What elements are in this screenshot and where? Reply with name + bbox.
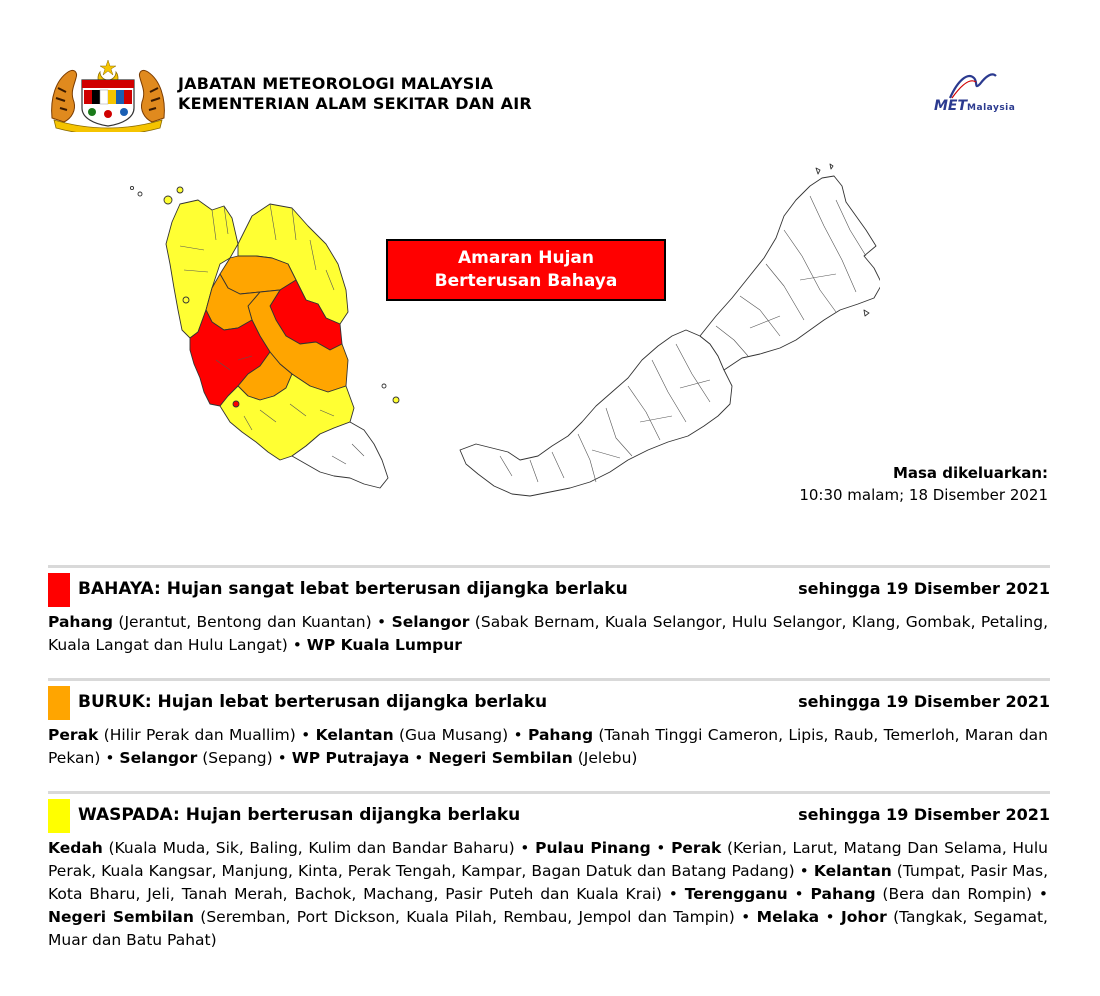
state-name: Terengganu	[684, 885, 788, 903]
met-swoosh-icon	[934, 68, 1046, 102]
state-name: WP Putrajaya	[291, 749, 410, 767]
region-sarawak	[460, 330, 732, 496]
section-buruk	[48, 678, 1050, 770]
met-malaysia-logo	[934, 68, 1046, 118]
waspada-color-swatch	[48, 799, 70, 833]
separator-bullet: •	[734, 908, 757, 926]
warning-title-line-2: Berterusan Bahaya	[434, 271, 618, 291]
separator-bullet: •	[787, 885, 811, 903]
state-name: Negeri Sembilan	[428, 749, 573, 767]
separator-bullet: •	[794, 862, 814, 880]
east-malaysia-map	[460, 164, 880, 496]
buruk-color-swatch	[48, 686, 70, 720]
state-name: Johor	[840, 908, 887, 926]
state-name: Kelantan	[315, 726, 394, 744]
district-list: (Gua Musang)	[393, 726, 509, 744]
state-name: Pahang	[48, 613, 114, 631]
separator-bullet: •	[371, 613, 392, 631]
state-name: WP Kuala Lumpur	[306, 636, 462, 654]
separator-bullet: •	[514, 839, 536, 857]
separator-bullet: •	[295, 726, 316, 744]
separator-bullet: •	[508, 726, 529, 744]
district-list: (Tumpat, Pasir Mas, Kota Bharu, Jeli, Tanah Merah, Bachok, Machang, Pasir Puteh dan Kuala Krai)	[48, 862, 1049, 903]
state-name: Kedah	[48, 839, 103, 857]
malaysia-coat-of-arms-icon	[48, 58, 168, 132]
state-name: Selangor	[391, 613, 470, 631]
section-bahaya	[48, 565, 1050, 657]
header	[48, 58, 1058, 128]
malaysia-warning-map	[120, 160, 880, 510]
section-body	[48, 724, 1050, 770]
state-name: Pahang	[528, 726, 594, 744]
district-list: (Bera dan Rompin)	[875, 885, 1033, 903]
section-header	[48, 573, 1050, 607]
separator-bullet: •	[661, 885, 685, 903]
met-logo-sub: Malaysia	[967, 103, 1016, 113]
met-logo-main: MET	[934, 98, 968, 114]
section-divider	[48, 678, 1050, 681]
section-divider	[48, 791, 1050, 794]
peninsular-malaysia-map	[130, 186, 399, 488]
met-logo-text	[934, 98, 1015, 114]
state-name: Selangor	[119, 749, 198, 767]
district-list: (Tanah Tinggi Cameron, Lipis, Raub, Temerloh, Maran dan Pekan)	[48, 726, 1049, 767]
separator-bullet: •	[650, 839, 672, 857]
warning-title-line-1: Amaran Hujan	[458, 248, 594, 268]
warning-title-box	[386, 239, 666, 301]
district-list: (Sepang)	[197, 749, 273, 767]
district-list: (Sabak Bernam, Kuala Selangor, Hulu Selangor, Klang, Gombak, Petaling, Kuala Langat dan Hulu Langat)	[48, 613, 1049, 654]
section-title: WASPADA: Hujan berterusan dijangka berlaku	[78, 805, 521, 825]
bahaya-color-swatch	[48, 573, 70, 607]
section-waspada	[48, 791, 1050, 952]
org-line-1: JABATAN METEOROLOGI MALAYSIA	[178, 74, 494, 93]
state-name: Pulau Pinang	[535, 839, 651, 857]
state-name: Perak	[48, 726, 99, 744]
district-list: (Jelebu)	[572, 749, 638, 767]
district-list: (Seremban, Port Dickson, Kuala Pilah, Rembau, Jempol dan Tampin)	[193, 908, 735, 926]
org-line-2: KEMENTERIAN ALAM SEKITAR DAN AIR	[178, 94, 532, 113]
state-name: Kelantan	[813, 862, 892, 880]
section-title: BAHAYA: Hujan sangat lebat berterusan dijangka berlaku	[78, 579, 628, 599]
separator-bullet: •	[272, 749, 292, 767]
district-list: (Kuala Muda, Sik, Baling, Kulim dan Bandar Baharu)	[102, 839, 515, 857]
separator-bullet: •	[409, 749, 429, 767]
section-until: sehingga 19 Disember 2021	[798, 692, 1050, 711]
separator-bullet: •	[100, 749, 120, 767]
section-header	[48, 799, 1050, 833]
state-name: Pahang	[810, 885, 876, 903]
section-body	[48, 611, 1050, 657]
issued-time	[799, 462, 1048, 506]
district-list: (Jerantut, Bentong dan Kuantan)	[113, 613, 372, 631]
separator-bullet: •	[1032, 885, 1048, 903]
separator-bullet: •	[287, 636, 307, 654]
section-title: BURUK: Hujan lebat berterusan dijangka berlaku	[78, 692, 548, 712]
section-divider	[48, 565, 1050, 568]
organization-name	[178, 74, 532, 114]
state-name: Negeri Sembilan	[48, 908, 194, 926]
section-until: sehingga 19 Disember 2021	[798, 805, 1050, 824]
district-list: (Kerian, Larut, Matang Dan Selama, Hulu Perak, Kuala Kangsar, Manjung, Kinta, Perak Tengah, Kampar, Bagan Datuk dan Batang Padang)	[48, 839, 1049, 880]
state-name: Perak	[671, 839, 722, 857]
separator-bullet: •	[819, 908, 841, 926]
section-until: sehingga 19 Disember 2021	[798, 579, 1050, 598]
issued-label: Masa dikeluarkan:	[892, 464, 1048, 482]
issued-value: 10:30 malam; 18 Disember 2021	[799, 486, 1048, 504]
district-list: (Hilir Perak dan Muallim)	[98, 726, 296, 744]
state-name: Melaka	[756, 908, 820, 926]
district-list: (Tangkak, Segamat, Muar dan Batu Pahat)	[48, 908, 1048, 949]
section-body	[48, 837, 1050, 952]
section-header	[48, 686, 1050, 720]
region-sabah	[700, 176, 880, 370]
